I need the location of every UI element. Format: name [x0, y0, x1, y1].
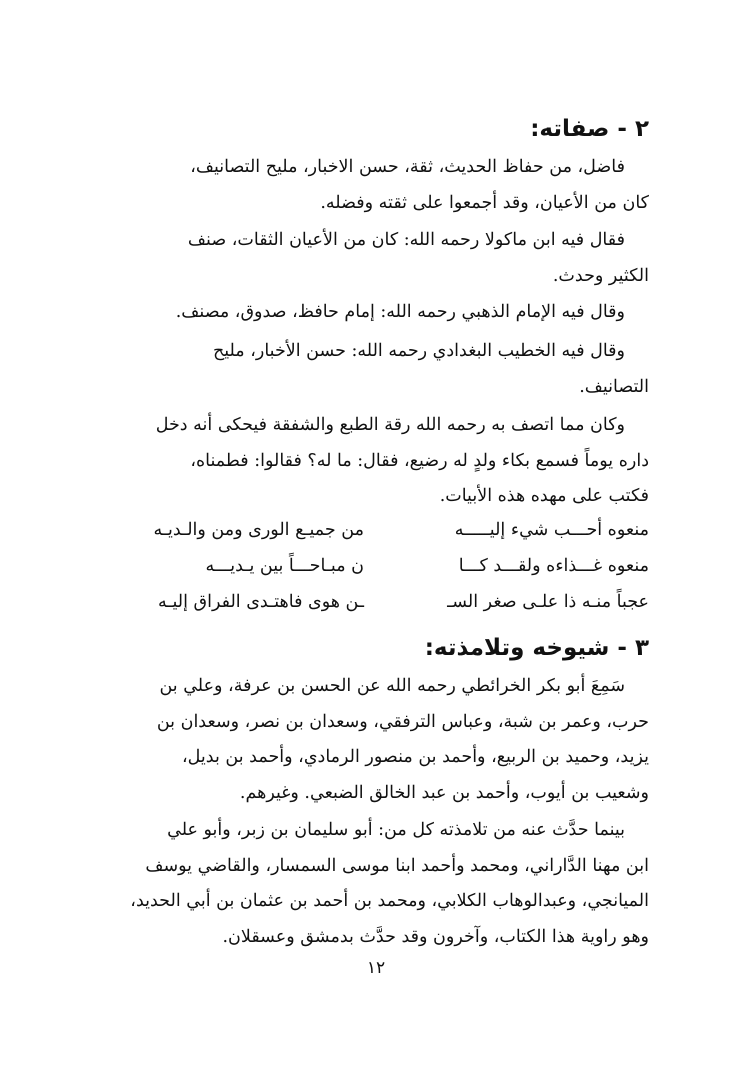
verse-first-hemistich: منعوه أحـــب شيء إليـــــه [454, 520, 649, 540]
text-line: فقال فيه ابن ماكولا رحمه الله: كان من الأعيان الثقات، صنف [187, 230, 625, 250]
text-line: وقال فيه الإمام الذهبي رحمه الله: إمام حافظ، صدوق، مصنف. [175, 302, 625, 322]
poem-verse [104, 548, 649, 584]
text-line: الميانجي، وعبدالوهاب الكلابي، ومحمد بن أحمد بن عثمان بن أبي الحديد، [130, 891, 649, 911]
paragraph-teachers [112, 669, 649, 811]
text-line: وهو راوية هذا الكتاب، وآخرون وقد حدَّث بدمشق وعسقلان. [222, 926, 649, 947]
paragraph-khatib [112, 334, 649, 405]
paragraph-anecdote [112, 408, 649, 515]
verse-second-hemistich: من جميـع الورى ومن والـديـه [153, 520, 364, 540]
section-heading-teachers-students: ٣ - شيوخه وتلامذته: [424, 635, 649, 661]
verse-second-hemistich: ـن هوى فاهتـدى الفراق إليـه [157, 592, 364, 612]
verse-first-hemistich: منعوه غـــذاءه ولقـــد كـــا [458, 556, 649, 576]
page-number: ١٢ [366, 958, 386, 978]
text-line: فاضل، من حفاظ الحديث، ثقة، حسن الاخبار، مليح التصانيف، [190, 157, 625, 177]
paragraph-dhahabi [112, 295, 649, 331]
poem-verse [104, 512, 649, 548]
verse-second-hemistich: ن مبـاحـــاً بين يـديـــه [205, 556, 364, 576]
text-line: ابن مهنا الدَّاراني، ومحمد وأحمد ابنا موسى السمسار، والقاضي يوسف [145, 855, 649, 876]
text-line: سَمِعَ أبو بكر الخرائطي رحمه الله عن الحسن بن عرفة، وعلي بن [159, 676, 625, 696]
text-line: فكتب على مهده هذه الأبيات. [439, 486, 649, 506]
paragraph-students [112, 813, 649, 955]
text-line: يزيد، وحميد بن الربيع، وأحمد بن منصور الرمادي، وأحمد بن بديل، [182, 747, 649, 767]
text-line: التصانيف. [579, 376, 649, 397]
text-line: حرب، وعمر بن شبة، وعباس الترفقي، وسعدان بن نصر، وسعدان بن [156, 711, 649, 732]
verse-first-hemistich: عجباً منـه ذا علـى صغر السـ [447, 592, 649, 612]
text-line: وقال فيه الخطيب البغدادي رحمه الله: حسن الأخبار، مليح [212, 341, 625, 361]
text-line: وكان مما اتصف به رحمه الله رقة الطبع والشفقة فيحكى أنه دخل [155, 415, 625, 435]
section-heading-attributes: ٢ - صفاته: [530, 116, 649, 142]
paragraph-ibn-makula [112, 223, 649, 294]
text-line: الكثير وحدث. [552, 265, 649, 286]
text-line: كان من الأعيان، وقد أجمعوا على ثقته وفضله. [320, 192, 649, 213]
text-line: بينما حدَّث عنه من تلامذته كل من: أبو سليمان بن زبر، وأبو علي [167, 820, 625, 840]
poem [104, 512, 649, 620]
poem-verse [104, 584, 649, 620]
paragraph-description [112, 150, 649, 221]
text-line: داره يوماً فسمع بكاء ولدٍ له رضيع، فقال: ما له؟ فقالوا: فطمناه، [190, 450, 649, 471]
text-line: وشعيب بن أيوب، وأحمد بن عبد الخالق الضبعي. وغيرهم. [239, 782, 649, 803]
